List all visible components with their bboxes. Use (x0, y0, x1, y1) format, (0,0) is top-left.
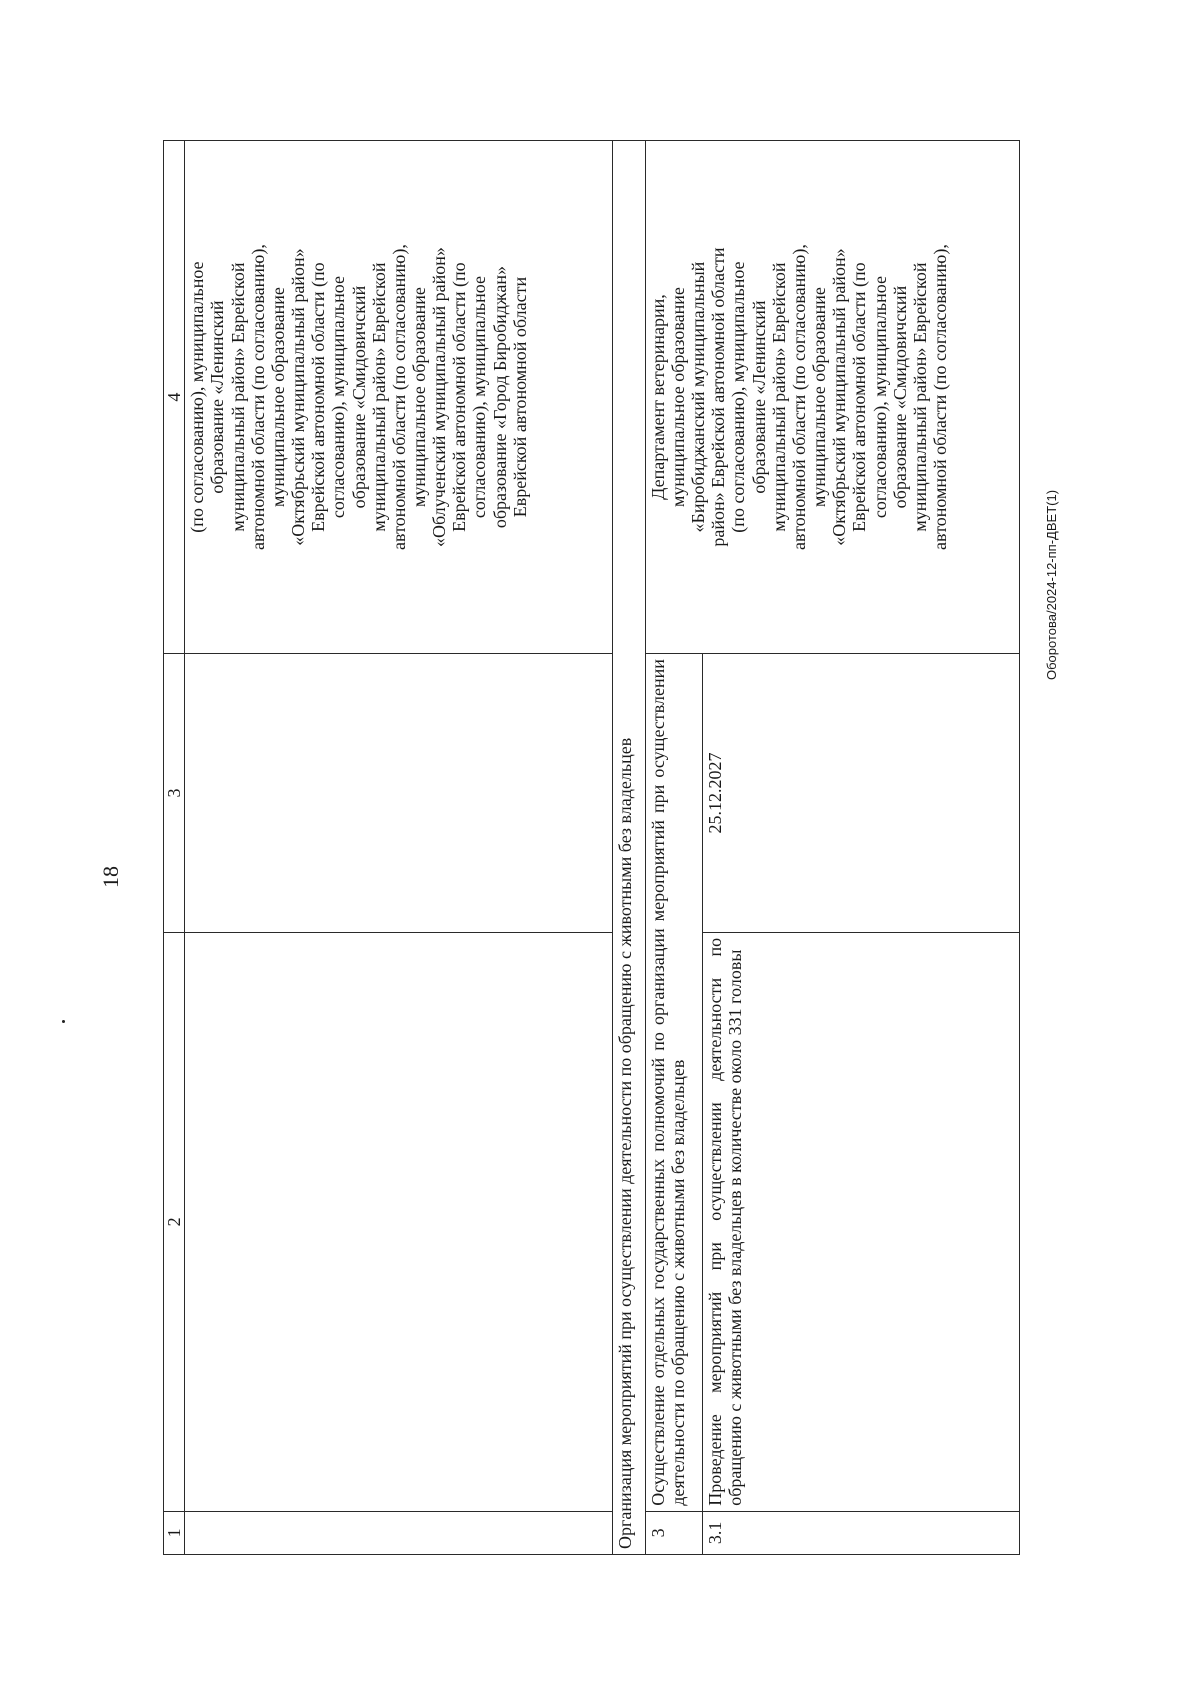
cell-num: 3 (645, 1511, 702, 1554)
plan-table (163, 140, 1020, 1555)
table-row-3 (645, 141, 702, 1555)
responsible-line: согласованию), муниципальное (869, 276, 890, 519)
scan-speck (62, 1020, 65, 1023)
responsible-line: район» Еврейской автономной области (708, 247, 729, 547)
cell-text: Проведение мероприятий при осуществлении деятельности по обращению с животными без владельцев в количестве около 331 головы (703, 932, 1020, 1511)
responsible-line: автономной области (по согласованию), (788, 244, 809, 550)
responsible-line: муниципальное образование (668, 287, 689, 508)
cell-date: 25.12.2027 (703, 654, 1020, 933)
responsible-line: автономной области (по согласованию), (930, 244, 951, 550)
responsible-lines (648, 146, 950, 648)
footer-code: Оборотова/2024-12-пп-ДВЕТ(1) (1044, 489, 1059, 680)
cell-date (185, 654, 612, 933)
responsible-line: Департамент ветеринарии, (647, 294, 668, 500)
responsible-line: Еврейской автономной области (509, 276, 530, 518)
header-row (164, 141, 185, 1555)
cell-num: 3.1 (703, 1511, 1020, 1554)
responsible-line: автономной области (по согласованию), (247, 244, 268, 550)
responsible-line: муниципальный район» Еврейской (227, 262, 248, 532)
header-col-1: 1 (164, 1511, 185, 1554)
responsible-line: «Октябрьский муниципальный район» (829, 248, 850, 546)
section-title: Организация мероприятий при осуществлении деятельности по обращению с животными без владельцев (612, 141, 645, 1555)
responsible-line: согласованию), муниципальное (328, 276, 349, 519)
responsible-line: образование «Смидовичский (889, 285, 910, 509)
responsible-line: муниципальный район» Еврейской (909, 262, 930, 532)
responsible-line: муниципальное образование (267, 287, 288, 508)
plan-table-rotated (163, 140, 1020, 1555)
table-row-section (612, 141, 645, 1555)
cell-num (185, 1511, 612, 1554)
responsible-line: муниципальный район» Еврейской (368, 262, 389, 532)
responsible-line: муниципальное образование (809, 287, 830, 508)
cell-text (185, 932, 612, 1511)
responsible-line: Еврейской автономной области (по (308, 262, 329, 532)
header-col-4: 4 (164, 141, 185, 654)
responsible-line: Еврейской автономной области (по (849, 262, 870, 532)
header-col-2: 2 (164, 932, 185, 1511)
responsible-line: образование «Смидовичский (348, 285, 369, 509)
cell-responsible (185, 141, 612, 654)
cell-text: Осуществление отдельных государственных полномочий по организации мероприятий при осуществлении деятельности по обращению с животными без владельцев (645, 654, 702, 1512)
page-number: 18 (98, 866, 123, 888)
responsible-line: (по согласованию), муниципальное (728, 261, 749, 533)
responsible-line: «Биробиджанский муниципальный (688, 261, 709, 533)
responsible-line: образование «Город Биробиджан» (489, 266, 510, 529)
responsible-line: согласованию), муниципальное (469, 276, 490, 519)
responsible-line: муниципальное образование (408, 287, 429, 508)
table-row-continuation (185, 141, 612, 1555)
responsible-line: Еврейской автономной области (по (449, 262, 470, 532)
responsible-line: образование «Ленинский (748, 300, 769, 494)
responsible-line: автономной области (по согласованию), (388, 244, 409, 550)
header-col-3: 3 (164, 654, 185, 933)
responsible-line: (по согласованию), муниципальное (187, 261, 208, 533)
responsible-line: «Октябрьский муниципальный район» (288, 248, 309, 546)
cell-responsible (645, 141, 1019, 654)
responsible-lines (187, 146, 530, 648)
responsible-line: муниципальный район» Еврейской (768, 262, 789, 532)
responsible-line: образование «Ленинский (207, 300, 228, 494)
responsible-line: «Облученский муниципальный район» (429, 247, 450, 547)
